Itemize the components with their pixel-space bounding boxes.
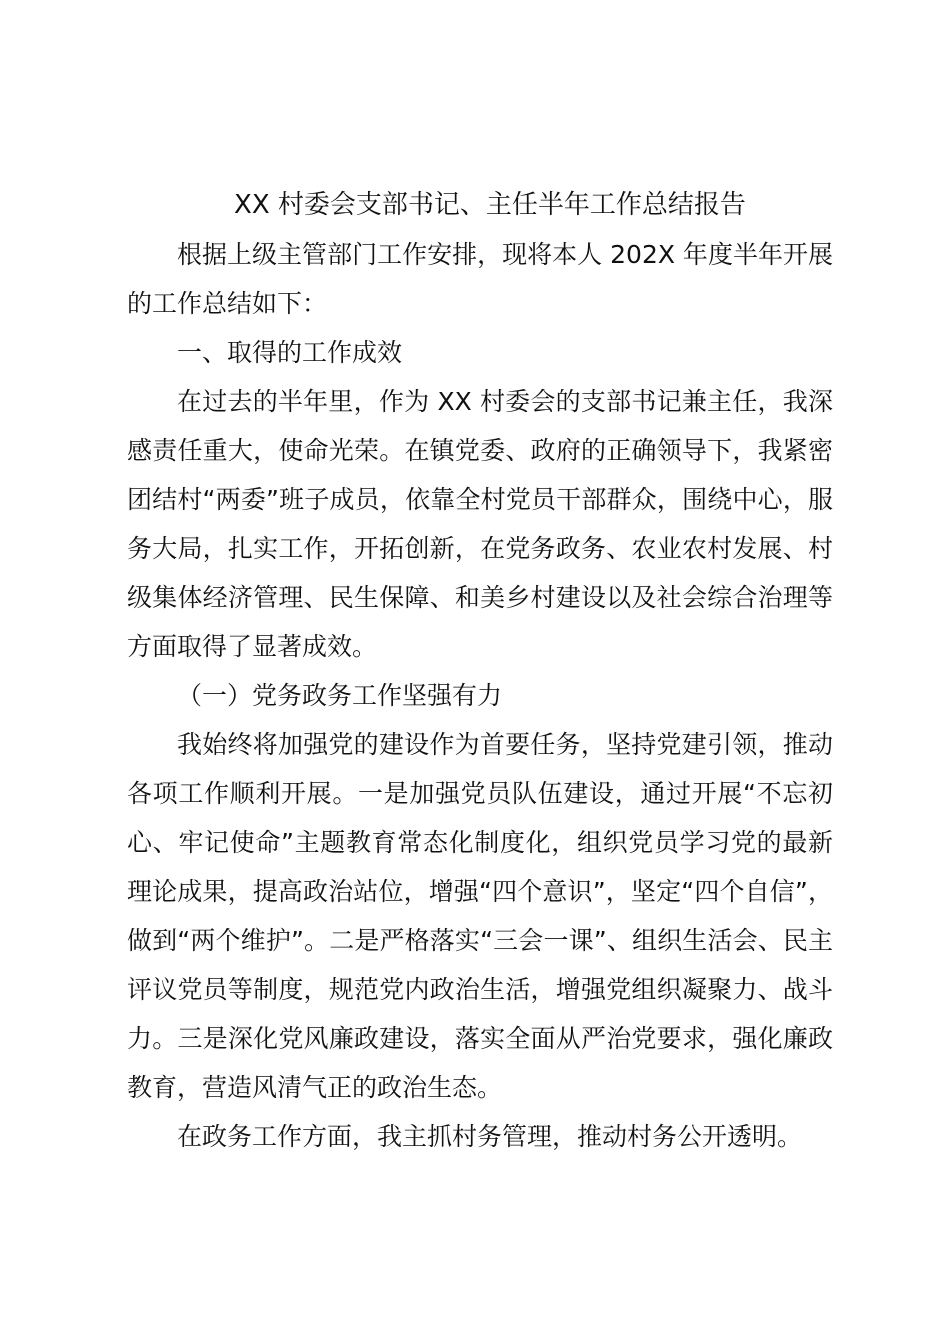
government-affairs-paragraph: 在政务工作方面，我主抓村务管理，推动村务公开透明。 bbox=[177, 1122, 803, 1151]
intro-paragraph: 根据上级主管部门工作安排，现将本人 202X 年度半年开展的工作总结如下： bbox=[127, 240, 833, 318]
document-title: XX 村委会支部书记、主任半年工作总结报告 bbox=[234, 190, 746, 220]
achievements-paragraph: 在过去的半年里，作为 XX 村委会的支部书记兼主任，我深感责任重大，使命光荣。在镇党委、政府的正确领导下，我紧密团结村“两委”班子成员，依靠全村党员干部群众，围绕中心，服务大局，扎实工作，开拓创新，在党务政务、农业农村发展、村级集体经济管理、民生保障、和美乡村建设以及社会综合治理等方面取得了显著成效。 bbox=[127, 387, 833, 661]
document-body bbox=[127, 180, 833, 1161]
section-heading-achievements: 一、取得的工作成效 bbox=[177, 338, 403, 367]
subsection-heading-party-affairs: （一）党务政务工作坚强有力 bbox=[177, 681, 503, 710]
party-affairs-paragraph: 我始终将加强党的建设作为首要任务，坚持党建引领，推动各项工作顺利开展。一是加强党员队伍建设，通过开展“不忘初心、牢记使命”主题教育常态化制度化，组织党员学习党的最新理论成果，提高政治站位，增强“四个意识”，坚定“四个自信”，做到“两个维护”。二是严格落实“三会一课”、组织生活会、民主评议党员等制度，规范党内政治生活，增强党组织凝聚力、战斗力。三是深化党风廉政建设，落实全面从严治党要求，强化廉政教育，营造风清气正的政治生态。 bbox=[127, 730, 833, 1102]
